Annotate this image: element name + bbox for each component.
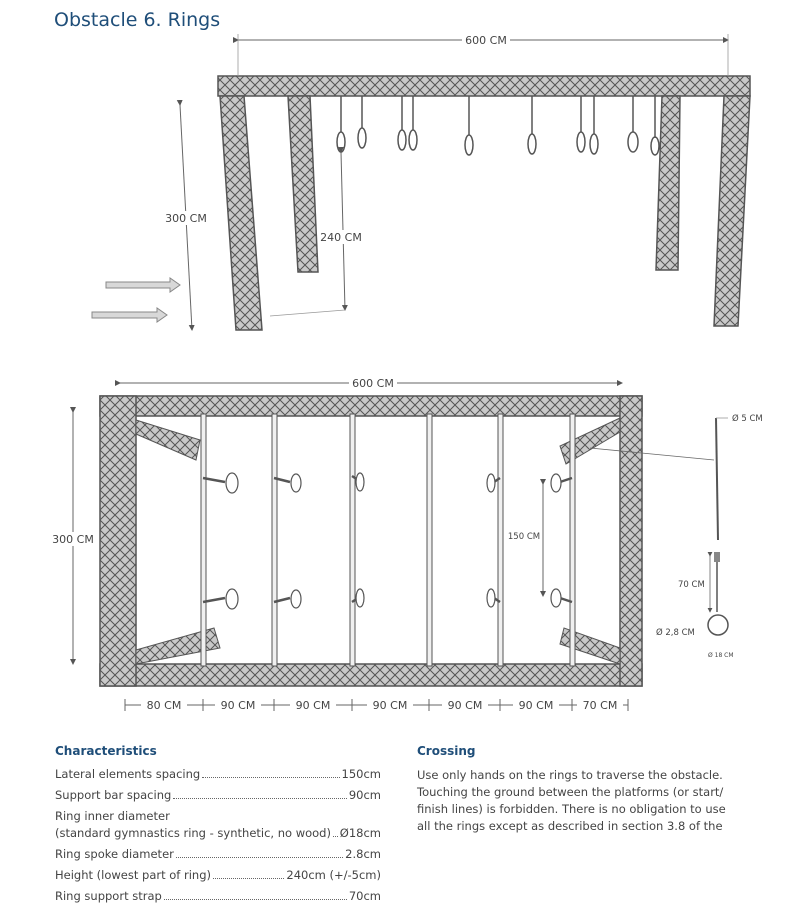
right-front-leg: [714, 96, 750, 326]
crossing-section: [417, 744, 747, 835]
crossing-heading: Crossing: [417, 744, 476, 758]
frame-top: [100, 396, 642, 416]
top-beam: [218, 76, 750, 96]
strap-length-label: 70 CM: [678, 580, 705, 590]
ring-detail: [590, 413, 763, 659]
spacing-label-7: 70 CM: [582, 699, 618, 712]
direction-arrows: [92, 278, 180, 322]
side-width-label: 600 CM: [465, 34, 507, 47]
spacing-label-6: 90 CM: [518, 699, 554, 712]
frame-bottom: [100, 664, 642, 686]
top-width-label: 600 CM: [352, 377, 394, 390]
spacing-label-2: 90 CM: [220, 699, 256, 712]
spacing-label-5: 90 CM: [447, 699, 483, 712]
ring-height-label: 240 CM: [320, 231, 362, 244]
spoke-diameter-label: Ø 2,8 CM: [656, 628, 695, 638]
spec-row: Lateral elements spacing 150cm: [55, 767, 381, 781]
characteristics-heading: Characteristics: [55, 744, 157, 758]
spec-row: Height (lowest part of ring) 240cm (+/-5cm): [55, 868, 381, 882]
spacing-label-3: 90 CM: [295, 699, 331, 712]
crossing-text: Use only hands on the rings to traverse the obstacle. Touching the ground between the platforms (or start/ finish lines) is forbidden. There is no obligation to use all the rings except as described in section 3.8 of the: [417, 768, 726, 833]
left-front-leg: [220, 96, 262, 330]
strap-diameter-label: Ø 5 CM: [732, 414, 763, 424]
left-back-leg: [288, 96, 318, 272]
side-height-label: 300 CM: [165, 212, 207, 225]
spacing-label-1: 80 CM: [146, 699, 182, 712]
frame-left: [100, 396, 136, 686]
spec-row: Ring spoke diameter 2.8cm: [55, 847, 381, 861]
spacing-label-4: 90 CM: [372, 699, 408, 712]
ring-spacing-label: 150 CM: [507, 532, 541, 542]
spec-row: Ring support strap 70cm: [55, 889, 381, 903]
page-title: Obstacle 6. Rings: [54, 9, 221, 31]
ring-diameter-label: Ø 18 CM: [708, 652, 734, 659]
spec-row: Ring inner diameter (standard gymnastics ring - synthetic, no wood) Ø18cm: [55, 809, 381, 840]
characteristics-section: [55, 744, 381, 910]
spacing-dimensions: [125, 698, 628, 712]
top-depth-label: 300 CM: [52, 533, 94, 546]
right-back-leg: [656, 96, 680, 270]
top-view: [48, 376, 763, 712]
frame-right: [620, 396, 642, 686]
side-view: [92, 33, 750, 330]
spec-row: Support bar spacing 90cm: [55, 788, 381, 802]
side-rings: [337, 96, 659, 155]
